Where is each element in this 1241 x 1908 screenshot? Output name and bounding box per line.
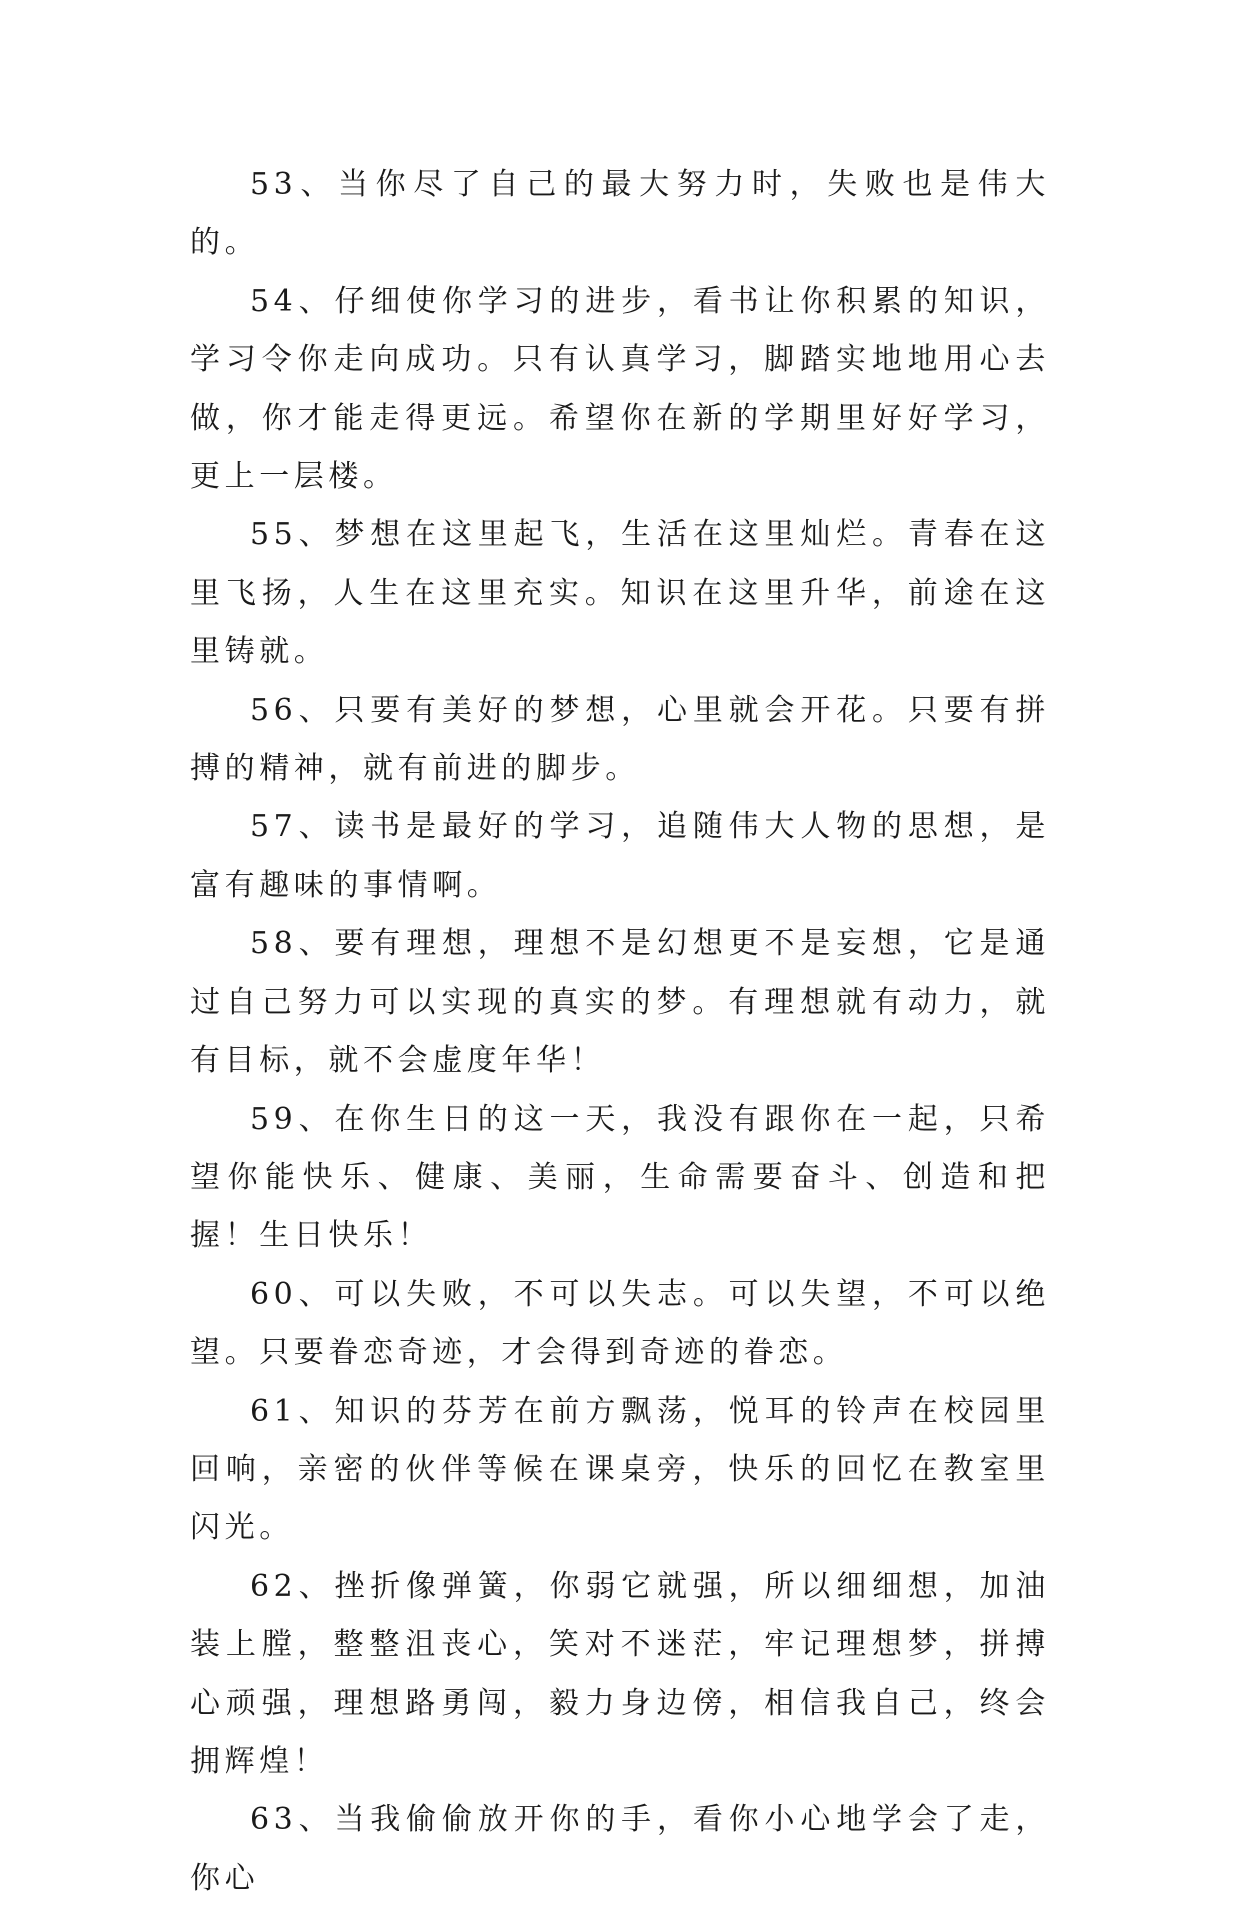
document-body [190, 156, 1050, 1908]
paragraph-61: 61、知识的芬芳在前方飘荡，悦耳的铃声在校园里回响，亲密的伙伴等候在课桌旁，快乐的回忆在教室里闪光。 [190, 1393, 1050, 1546]
paragraph-63: 63、当我偷偷放开你的手，看你小心地学会了走，你心 [190, 1802, 1050, 1896]
paragraph-57: 57、读书是最好的学习，追随伟大人物的思想，是富有趣味的事情啊。 [190, 809, 1050, 903]
paragraph-56: 56、只要有美好的梦想，心里就会开花。只要有拼搏的精神，就有前进的脚步。 [190, 692, 1050, 787]
paragraph-54: 54、仔细使你学习的进步，看书让你积累的知识，学习令你走向成功。只有认真学习，脚踏实地地用心去做，你才能走得更远。希望你在新的学期里好好学习，更上一层楼。 [190, 283, 1050, 495]
paragraph-62: 62、挫折像弹簧，你弱它就强，所以细细想，加油装上膛，整整沮丧心，笑对不迷茫，牢记理想梦，拼搏心顽强，理想路勇闯，毅力身边傍，相信我自己，终会拥辉煌！ [190, 1568, 1050, 1779]
paragraph-55: 55、梦想在这里起飞，生活在这里灿烂。青春在这里飞扬，人生在这里充实。知识在这里升华，前途在这里铸就。 [190, 517, 1050, 670]
paragraph-53: 53、当你尽了自己的最大努力时，失败也是伟大的。 [190, 167, 1050, 261]
paragraph-58: 58、要有理想，理想不是幻想更不是妄想，它是通过自己努力可以实现的真实的梦。有理想就有动力，就有目标，就不会虚度年华！ [190, 926, 1050, 1079]
paragraph-59: 59、在你生日的这一天，我没有跟你在一起，只希望你能快乐、健康、美丽，生命需要奋斗、创造和把握！生日快乐！ [190, 1101, 1050, 1254]
paragraph-60: 60、可以失败，不可以失志。可以失望，不可以绝望。只要眷恋奇迹，才会得到奇迹的眷恋。 [190, 1276, 1050, 1371]
